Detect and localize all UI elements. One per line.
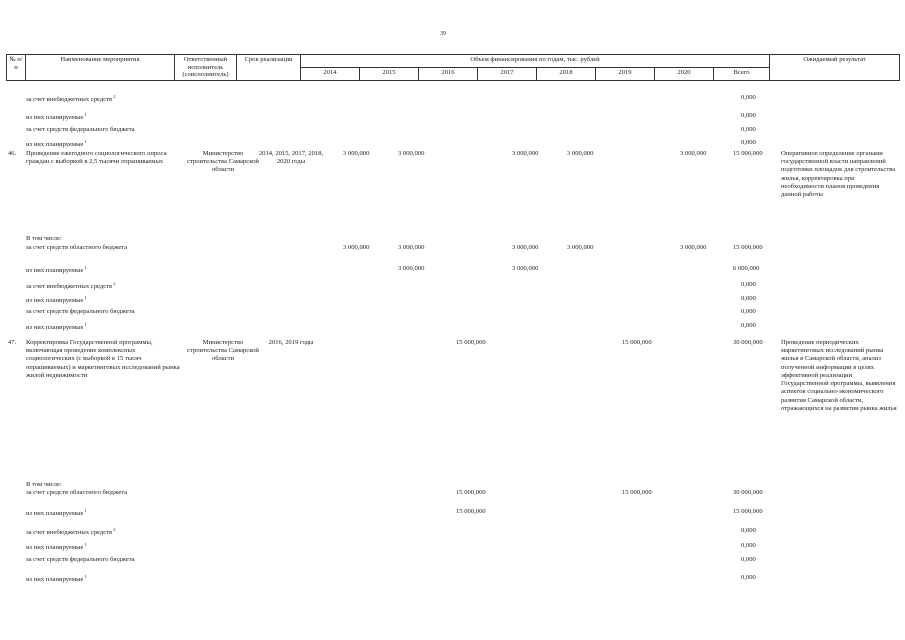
page-number: 39 [440, 31, 446, 37]
item46-sub-label: за счет средств федерального бюджета [26, 308, 135, 315]
item46-sub-v2014: 3 000,000 [343, 244, 370, 251]
item46-sub-v2015: 3 000,000 [398, 265, 425, 272]
item46-sub-v2017: 3 000,000 [512, 244, 539, 251]
footnote-marker: 2 [112, 94, 116, 99]
footnote-marker: 2 [112, 281, 116, 286]
top-row-label: из них планируемые $^1$ [26, 112, 87, 121]
footnote-marker: 1 [83, 139, 87, 144]
item47-name: Корректировка Государственной программы, включающая проведение комплексных социологических (с выборкой в 15 тысяч опрашиваемых) и маркетинговых исследований рынка жилой недвижимости [26, 339, 180, 379]
year-2019: 2019 [596, 67, 655, 80]
item46-sub-label: из них планируемые $^1$ [26, 265, 87, 274]
item46-sub-label: из них планируемые $^1$ [26, 322, 87, 331]
item47-sub-v2016: 15 000,000 [456, 489, 486, 496]
year-2014: 2014 [301, 67, 360, 80]
footnote-marker: 1 [83, 265, 87, 270]
item46-period: 2014, 2015, 2017, 2018, 2020 годы [258, 150, 324, 166]
header-table [6, 54, 900, 81]
item46-v2015: 3 000,000 [398, 150, 425, 157]
item47-incl: В том числе: [26, 481, 62, 488]
item47-sub-v2019: 15 000,000 [622, 489, 652, 496]
item46-sub-total: 15 000,000 [733, 244, 763, 251]
item47-v2019: 15 000,000 [622, 339, 652, 346]
item47-period: 2016, 2019 годы [268, 339, 314, 346]
year-2018: 2018 [537, 67, 596, 80]
footnote-marker: 1 [83, 112, 87, 117]
item47-v2016: 15 000,000 [456, 339, 486, 346]
item46-incl: В том числе: [26, 235, 62, 242]
item46-name: Проведение ежегодного социологического опроса граждан с выборкой в 2,5 тысячи опрашиваемых [26, 150, 167, 166]
top-row-total: 0,000 [741, 126, 756, 133]
item46-sub-v2015: 3 000,000 [398, 244, 425, 251]
item47-sub-total: 0,000 [741, 527, 756, 534]
item47-sub-total: 0,000 [741, 542, 756, 549]
item46-sub-v2018: 3 000,000 [567, 244, 594, 251]
item47-total: 30 000,000 [733, 339, 763, 346]
footnote-marker: 1 [83, 322, 87, 327]
item47-sub-total: 0,000 [741, 574, 756, 581]
year-2017: 2017 [478, 67, 537, 80]
item46-sub-label: из них планируемые $^1$ [26, 295, 87, 304]
item46-result: Оперативное определение органами государственной власти направлений подготовки площадок для строительства жилья, корректировка при необходимости планов проведения данной работы [781, 150, 896, 199]
footnote-marker: 2 [112, 527, 116, 532]
year-2020: 2020 [655, 67, 714, 80]
item46-sub-total: 0,000 [741, 322, 756, 329]
top-row-label: за счет внебюджетных средств $^2$ [26, 94, 116, 103]
item47-executor: Министерство строительства Самарской области [187, 339, 259, 363]
item46-sub-total: 0,000 [741, 295, 756, 302]
item47-result: Проведение периодических маркетинговых исследований рынка жилья в Самарской области, анализ полученной информации в целях эффективной реализации Государственной программы, выявления аспектов социально-экономического развития Самарской области, отражающихся на развитии рынка жилья [781, 339, 897, 412]
col-executor: Ответственный исполнитель (соисполнитель) [175, 55, 237, 81]
item46-v2020: 3 000,000 [680, 150, 707, 157]
year-2016: 2016 [419, 67, 478, 80]
item47-sub-label: за счет средств федерального бюджета [26, 556, 135, 563]
item47-sub-label: за счет внебюджетных средств $^2$ [26, 527, 116, 536]
item47-sub-total: 30 000,000 [733, 489, 763, 496]
top-row-total: 0,000 [741, 94, 756, 101]
item47-sub-total: 15 000,000 [733, 508, 763, 515]
item46-total: 15 000,000 [733, 150, 763, 157]
item46-num: 46. [8, 150, 17, 157]
item47-sub-v2016: 15 000,000 [456, 508, 486, 515]
item46-sub-label: за счет внебюджетных средств $^2$ [26, 281, 116, 290]
item47-sub-label: из них планируемые $^1$ [26, 574, 87, 583]
item47-sub-label: из них планируемые $^1$ [26, 508, 87, 517]
item47-sub-total: 0,000 [741, 556, 756, 563]
footnote-marker: 1 [83, 295, 87, 300]
footnote-marker: 1 [83, 542, 87, 547]
col-name: Наименование мероприятия [26, 55, 175, 81]
item46-v2014: 3 000,000 [343, 150, 370, 157]
item47-num: 47. [8, 339, 17, 346]
footnote-marker: 1 [83, 574, 87, 579]
top-row-label: из них планируемые $^1$ [26, 139, 87, 148]
item46-v2017: 3 000,000 [512, 150, 539, 157]
item46-sub-total: 0,000 [741, 308, 756, 315]
item46-executor: Министерство строительства Самарской области [187, 150, 259, 174]
item46-sub-v2017: 3 000,000 [512, 265, 539, 272]
top-row-total: 0,000 [741, 139, 756, 146]
item46-sub-label: за счет средств областного бюджета [26, 244, 128, 251]
item46-sub-v2020: 3 000,000 [680, 244, 707, 251]
year-total: Всего [714, 67, 770, 80]
col-num: № п/п [7, 55, 26, 81]
item47-sub-label: из них планируемые $^1$ [26, 542, 87, 551]
footnote-marker: 1 [83, 508, 87, 513]
col-period: Срок реализации [237, 55, 301, 81]
item47-sub-label: за счет средств областного бюджета [26, 489, 128, 496]
col-result: Ожидаемый результат [770, 55, 900, 81]
item46-v2018: 3 000,000 [567, 150, 594, 157]
item46-sub-total: 0,000 [741, 281, 756, 288]
top-row-total: 0,000 [741, 112, 756, 119]
year-2015: 2015 [360, 67, 419, 80]
item46-sub-total: 6 000,000 [733, 265, 760, 272]
top-row-label: за счет средств федерального бюджета [26, 126, 135, 133]
col-funding: Объем финансирования по годам, тыс. рублей [301, 55, 770, 68]
